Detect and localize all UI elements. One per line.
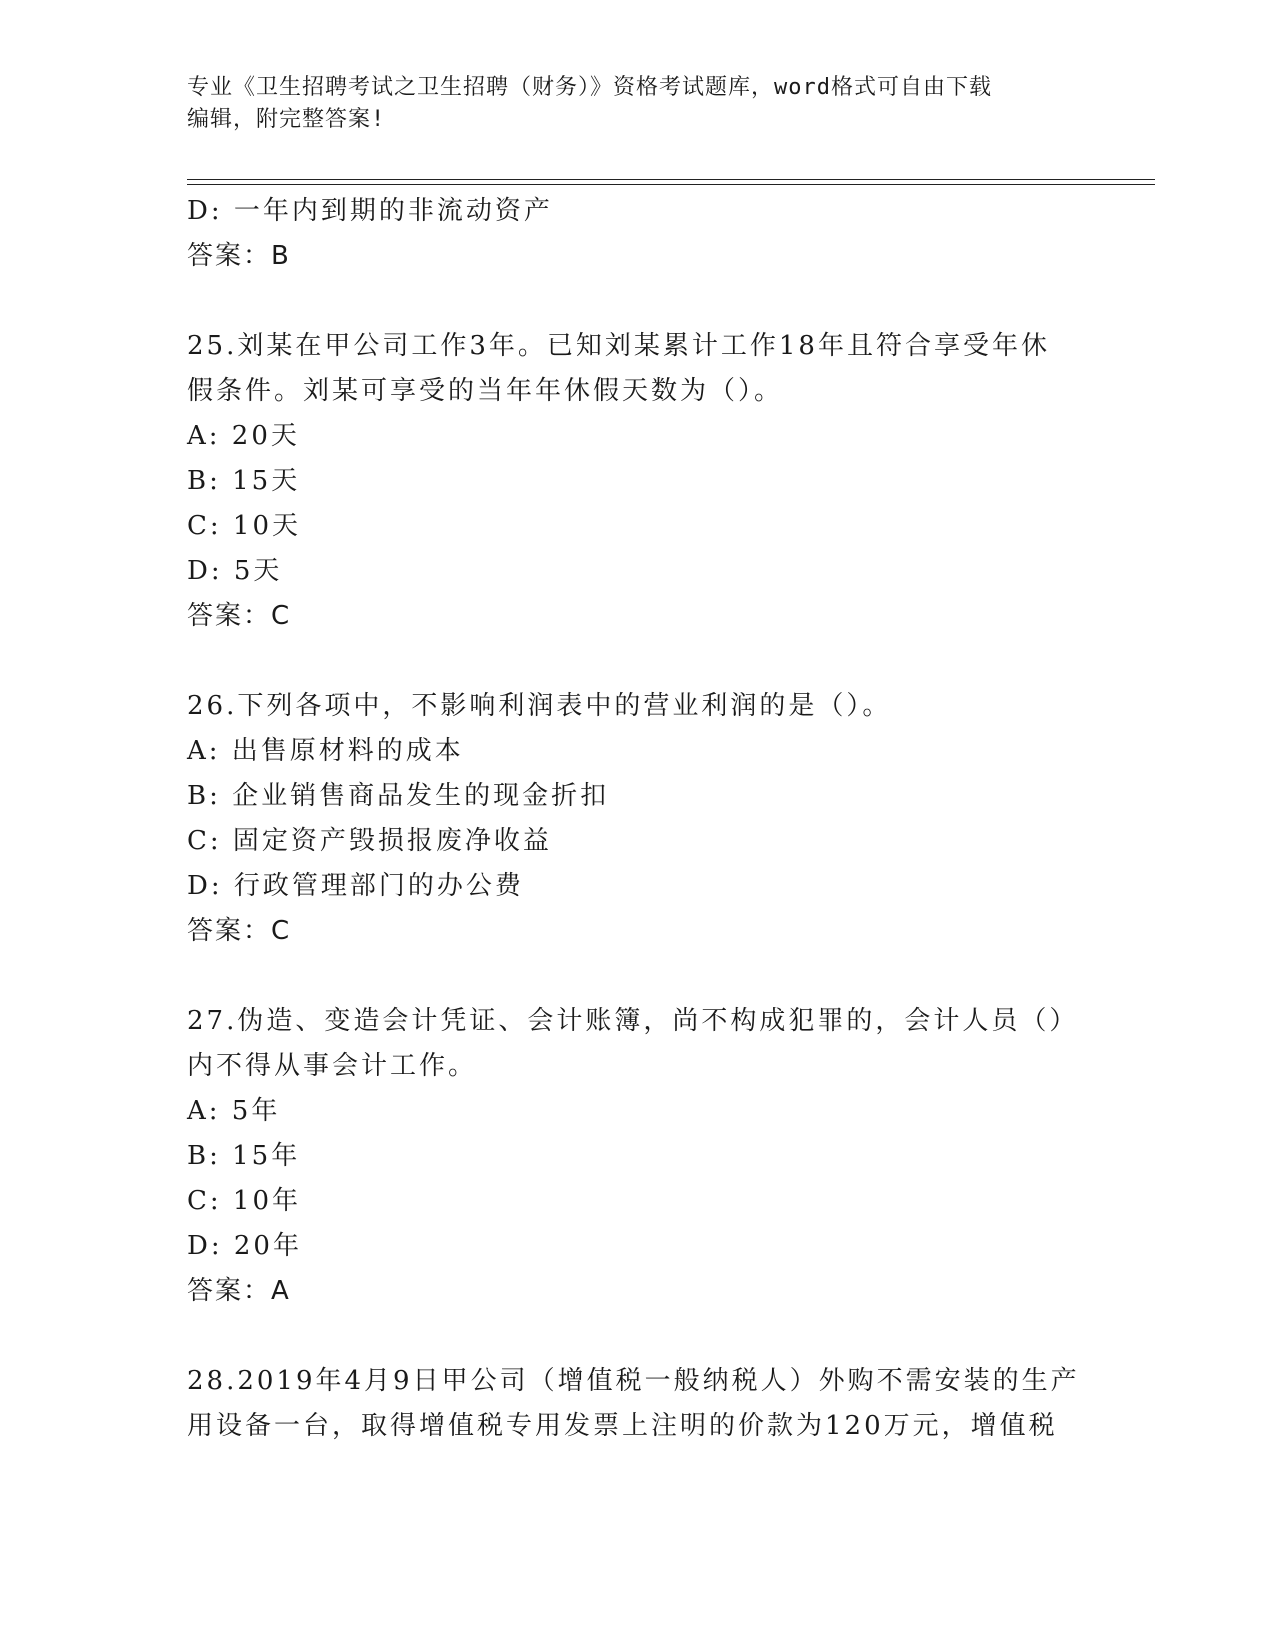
answer: 答案：C	[187, 601, 292, 631]
spacer	[187, 1314, 1087, 1359]
spacer	[187, 954, 1087, 999]
spacer	[187, 279, 1087, 324]
question-stem: 25.刘某在甲公司工作3年。已知刘某累计工作18年且符合享受年休	[187, 331, 1050, 361]
question-stem: 28.2019年4月9日甲公司（增值税一般纳税人）外购不需安装的生产	[187, 1366, 1080, 1396]
spacer	[187, 639, 1087, 684]
option-c: C: 10年	[187, 1186, 302, 1216]
option-b: B: 15天	[187, 466, 301, 496]
header-line-1: 专业《卫生招聘考试之卫生招聘（财务）》资格考试题库，word格式可自由下载	[187, 75, 992, 100]
option-a: A: 5年	[187, 1096, 281, 1126]
option-b: B: 企业销售商品发生的现金折扣	[187, 781, 610, 811]
question-stem: 26.下列各项中，不影响利润表中的营业利润的是（）。	[187, 691, 892, 721]
question-stem: 假条件。刘某可享受的当年年休假天数为（）。	[187, 376, 784, 406]
prev-question-answer: 答案：B	[187, 241, 291, 271]
option-d: D: 20年	[187, 1231, 302, 1261]
document-header	[187, 72, 1067, 136]
question-27	[187, 999, 1087, 1314]
option-c: C: 固定资产毁损报废净收益	[187, 826, 552, 856]
header-divider-bottom	[187, 184, 1155, 185]
option-b: B: 15年	[187, 1141, 301, 1171]
answer: 答案：C	[187, 916, 292, 946]
header-line-2: 编辑，附完整答案!	[187, 107, 386, 132]
answer: 答案：A	[187, 1276, 291, 1306]
question-26	[187, 684, 1087, 954]
header-divider-top	[187, 179, 1155, 180]
question-stem: 内不得从事会计工作。	[187, 1051, 478, 1081]
option-a: A: 20天	[187, 421, 300, 451]
prev-question-option-d: D: 一年内到期的非流动资产	[187, 196, 553, 226]
option-c: C: 10天	[187, 511, 302, 541]
question-list	[187, 189, 1087, 1449]
question-stem: 用设备一台，取得增值税专用发票上注明的价款为120万元，增值税	[187, 1411, 1058, 1441]
question-25	[187, 324, 1087, 639]
question-stem: 27.伪造、变造会计凭证、会计账簿，尚不构成犯罪的，会计人员（）	[187, 1006, 1079, 1036]
option-d: D: 行政管理部门的办公费	[187, 871, 524, 901]
question-28	[187, 1359, 1087, 1449]
option-d: D: 5天	[187, 556, 283, 586]
option-a: A: 出售原材料的成本	[187, 736, 464, 766]
